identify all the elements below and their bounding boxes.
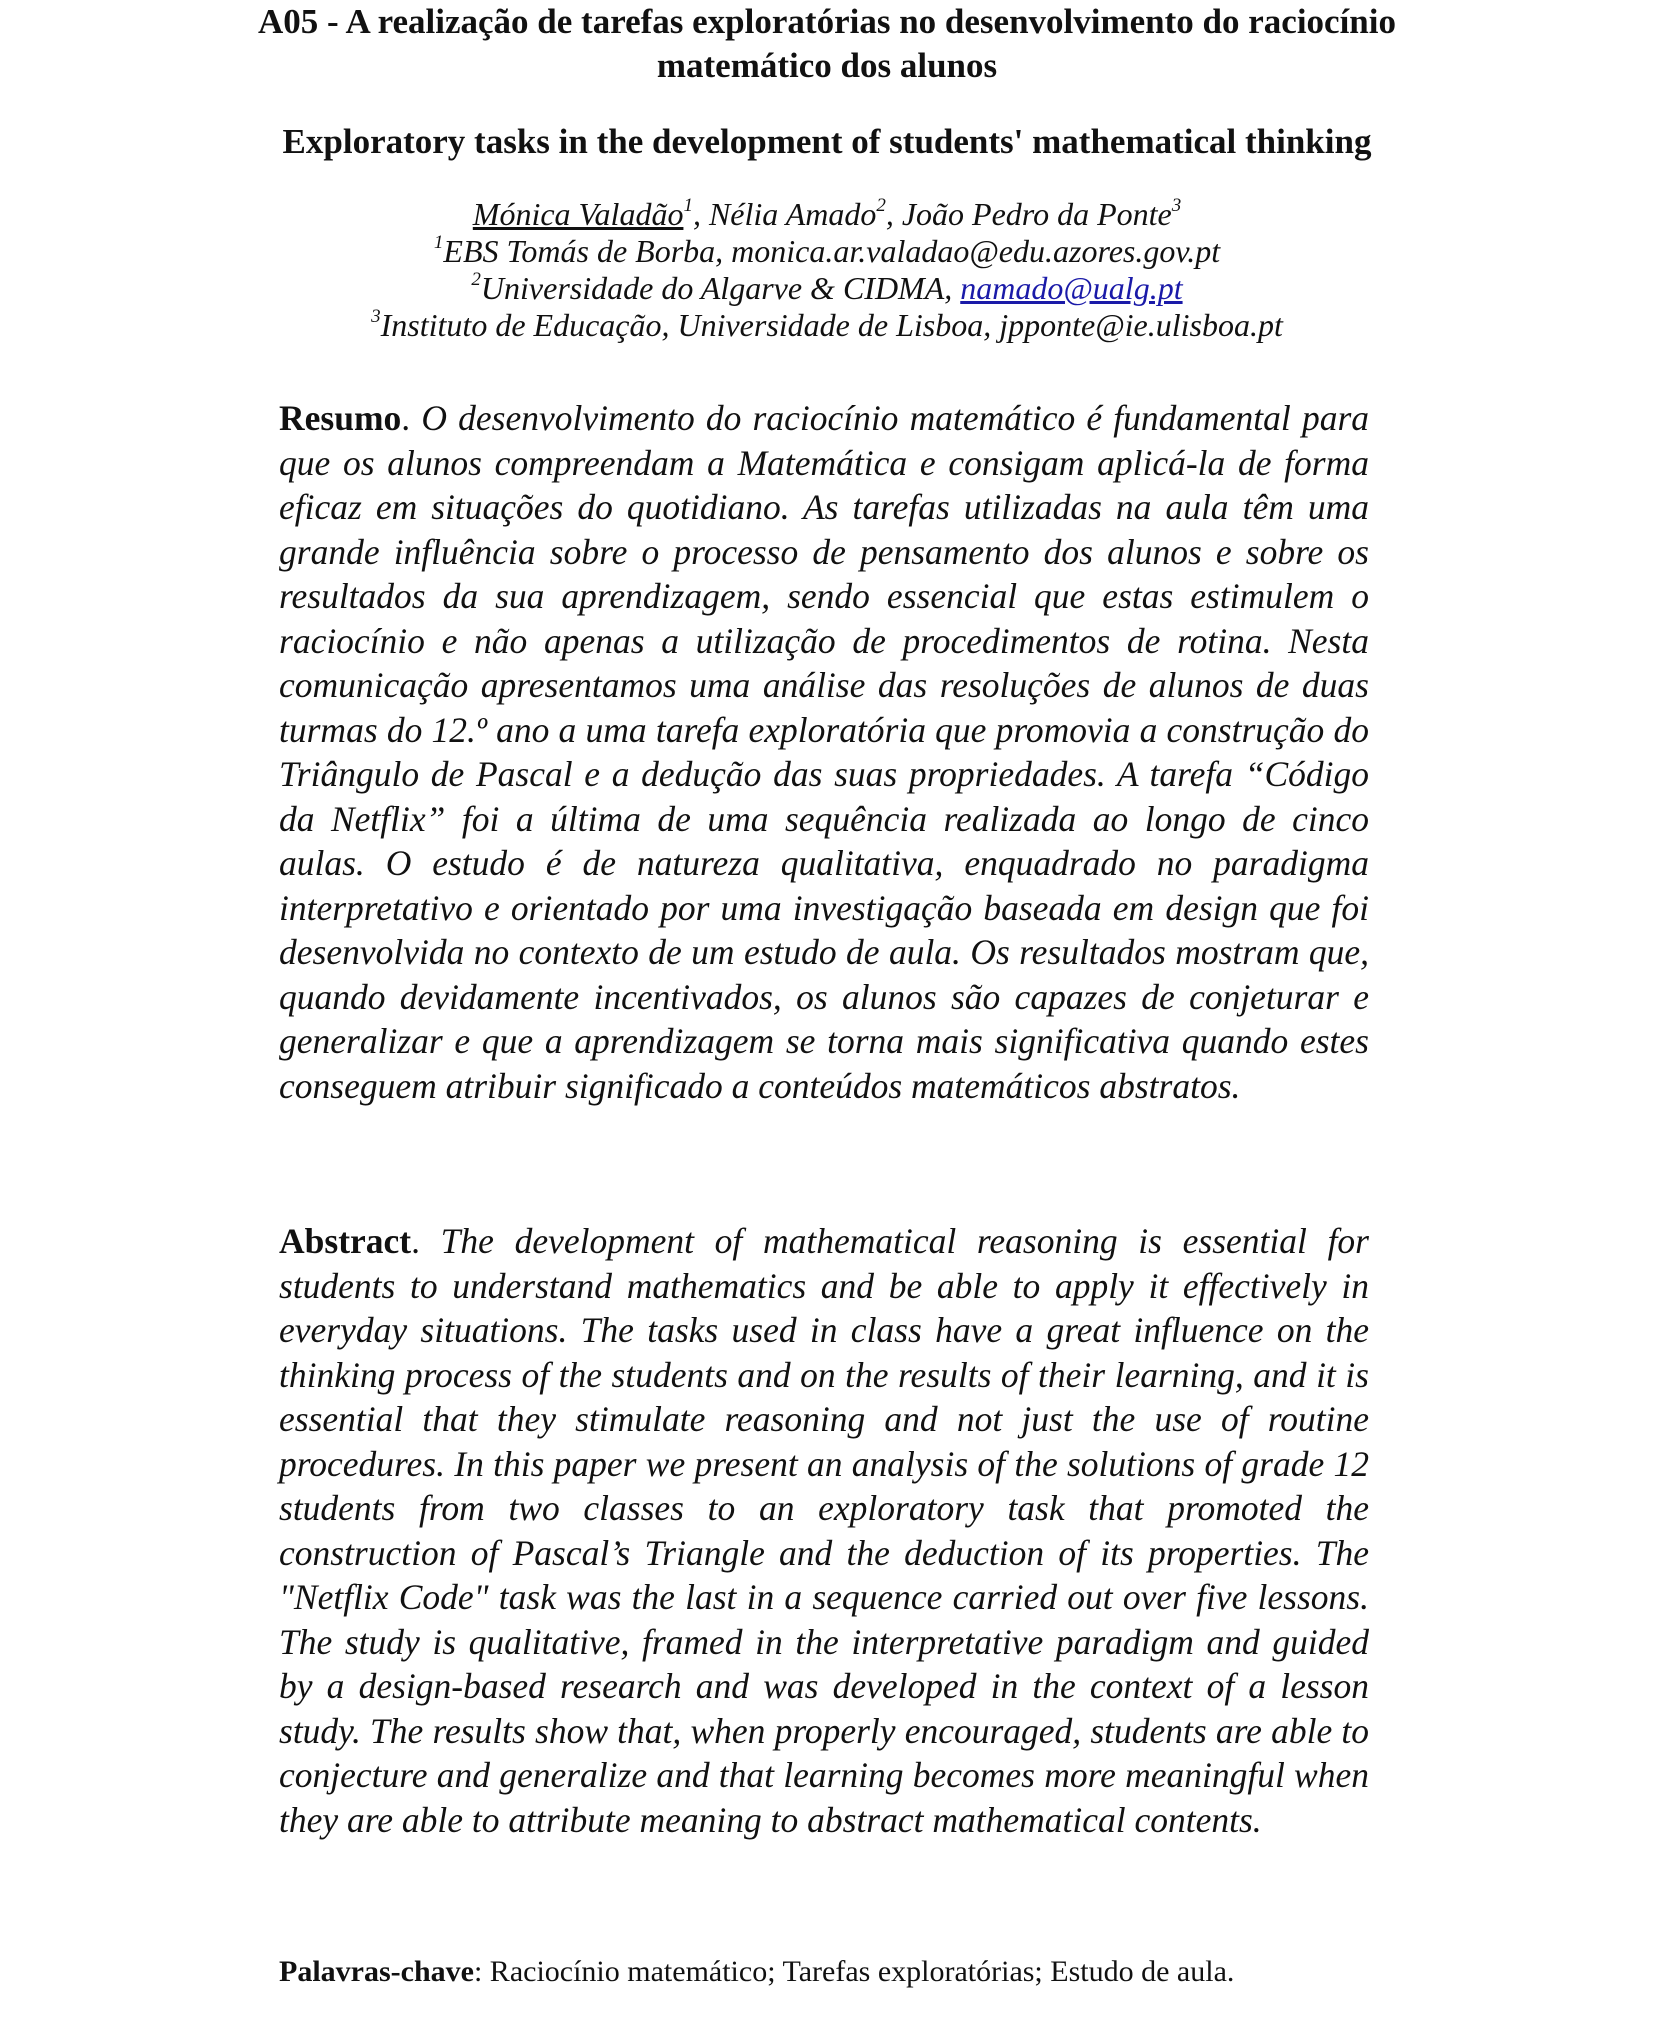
affiliation-marker: 2 xyxy=(471,269,481,291)
affiliation-line xyxy=(100,233,1554,270)
affiliation-text: EBS Tomás de Borba, monica.ar.valadao@edu.azores.gov.pt xyxy=(443,233,1221,269)
author-block xyxy=(100,196,1554,344)
author-name: Mónica Valadão xyxy=(472,196,684,232)
affiliation-text: Universidade do Algarve & CIDMA, xyxy=(480,270,961,306)
resumo-paragraph: Resumo. O desenvolvimento do raciocínio matemático é fundamental para que os alunos compreendam a Matemática e consigam aplicá-la de forma eficaz em situações do quotidiano. As tarefas utilizadas na aula têm uma grande influência sobre o processo de pensamento dos alunos e sobre os resultados da sua aprendizagem, sendo essencial que estas estimulem o raciocínio e não apenas a utilização de procedimentos de rotina. Nesta comunicação apresentamos uma análise das resoluções de alunos de duas turmas do 12.º ano a uma tarefa exploratória que promovia a construção do Triângulo de Pascal e a dedução das suas propriedades. A tarefa “Código da Netflix” foi a última de uma sequência realizada ao longo de cinco aulas. O estudo é de natureza qualitativa, enquadrado no paradigma interpretativo e orientado por uma investigação baseada em design que foi desenvolvida no contexto de um estudo de aula. Os resultados mostram que, quando devidamente incentivados, os alunos são capazes de conjeturar e generalizar e que a aprendizagem se torna mais significativa quando estes conseguem atribuir significado a conteúdos matemáticos abstratos. xyxy=(279,398,1370,1106)
keywords-line xyxy=(279,1953,1399,1991)
keywords-label: Palavras-chave xyxy=(279,1955,474,1988)
resumo-text: O desenvolvimento do raciocínio matemático é fundamental para que os alunos compreendam a Matemática e consigam aplicá-la de forma eficaz em situações do quotidiano. As tarefas utilizadas na aula têm uma grande influência sobre o processo de pensamento dos alunos e sobre os resultados da sua aprendizagem, sendo essencial que estas estimulem o raciocínio e não apenas a utilização de procedimentos de rotina. Nesta comunicação apresentamos uma análise das resoluções de alunos de duas turmas do 12.º ano a uma tarefa exploratória que promovia a construção do Triângulo de Pascal e a dedução das suas propriedades. A tarefa “Código da Netflix” foi a última de uma sequência realizada ao longo de cinco aulas. O estudo é de natureza qualitativa, enquadrado no paradigma interpretativo e orientado por uma investigação baseada em design que foi desenvolvida no contexto de um estudo de aula. Os resultados mostram que, quando devidamente incentivados, os alunos são capazes de conjeturar e generalizar e que a aprendizagem se torna mais significativa quando estes conseguem atribuir significado a conteúdos matemáticos abstratos. xyxy=(279,398,1370,1106)
paper-title: A05 - A realização de tarefas exploratórias no desenvolvimento do raciocínio matemático dos alunos xyxy=(257,2,1396,85)
author-line: Mónica Valadão$^1$, Nélia Amado$^2$, João Pedro da Ponte$^3$ xyxy=(472,195,1182,232)
affiliation-text: Instituto de Educação, Universidade de Lisboa, jpponte@ie.ulisboa.pt xyxy=(380,307,1283,343)
paper-subtitle-english: Exploratory tasks in the development of students' mathematical thinking xyxy=(282,122,1372,161)
author-affiliation-marker: 3 xyxy=(1171,195,1182,217)
author-name: João Pedro da Ponte xyxy=(901,196,1172,232)
affiliation-line xyxy=(100,307,1554,344)
affiliation-line xyxy=(100,270,1554,307)
author-name: Nélia Amado xyxy=(708,196,877,232)
resumo-label: Resumo xyxy=(279,398,402,438)
affiliation-marker: 3 xyxy=(371,306,381,328)
author-affiliation-marker: 1 xyxy=(683,195,693,217)
email-link[interactable]: namado@ualg.pt xyxy=(960,270,1183,306)
abstract-label: Abstract xyxy=(279,1221,412,1261)
abstract-text: The development of mathematical reasoning is essential for students to understand mathematics and be able to apply it effectively in everyday situations. The tasks used in class have a great influence on the thinking process of the students and on the results of their learning, and it is essential that they stimulate reasoning and not just the use of routine procedures. In this paper we present an analysis of the solutions of grade 12 students from two classes to an exploratory task that promoted the construction of Pascal’s Triangle and the deduction of its properties. The "Netflix Code" task was the last in a sequence carried out over five lessons. The study is qualitative, framed in the interpretative paradigm and guided by a design-based research and was developed in the context of a lesson study. The results show that, when properly encouraged, students are able to conjecture and generalize and that learning becomes more meaningful when they are able to attribute meaning to abstract mathematical contents. xyxy=(279,1221,1369,1840)
affiliation-marker: 1 xyxy=(433,232,444,254)
author-affiliation-marker: 2 xyxy=(876,195,886,217)
abstract-paragraph: Abstract. The development of mathematical reasoning is essential for students to understand mathematics and be able to apply it effectively in everyday situations. The tasks used in class have a great influence on the thinking process of the students and on the results of their learning, and it is essential that they stimulate reasoning and not just the use of routine procedures. In this paper we present an analysis of the solutions of grade 12 students from two classes to an exploratory task that promoted the construction of Pascal’s Triangle and the deduction of its properties. The "Netflix Code" task was the last in a sequence carried out over five lessons. The study is qualitative, framed in the interpretative paradigm and guided by a design-based research and was developed in the context of a lesson study. The results show that, when properly encouraged, students are able to conjecture and generalize and that learning becomes more meaningful when they are able to attribute meaning to abstract mathematical contents. xyxy=(279,1221,1369,1840)
keywords-text: : Raciocínio matemático; Tarefas exploratórias; Estudo de aula. xyxy=(473,1955,1235,1988)
